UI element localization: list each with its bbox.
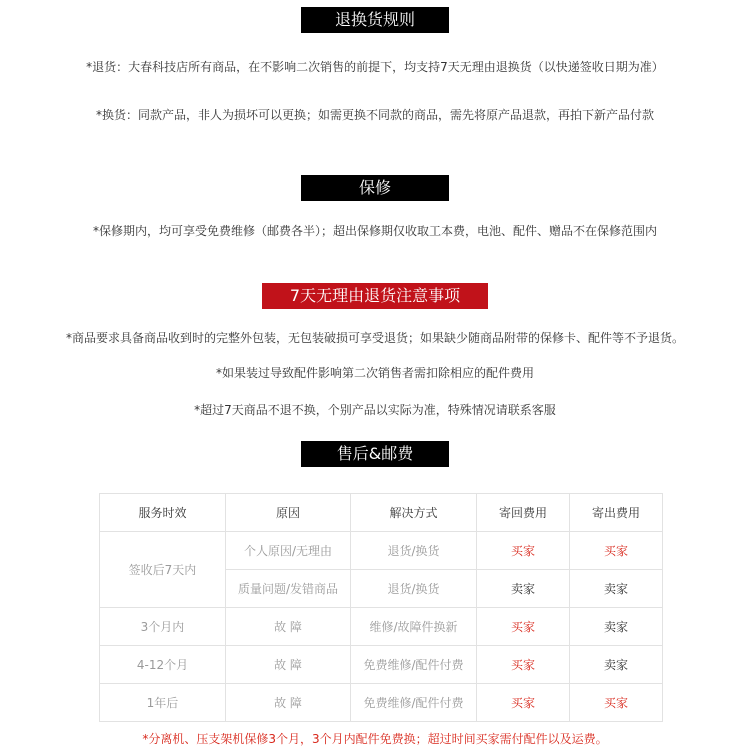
row-reason: 故 障: [226, 684, 351, 722]
row-reason: 个人原因/无理由: [226, 532, 351, 570]
row-return-fee: 卖家: [477, 570, 570, 608]
row-solution: 免费维修/配件付费: [351, 684, 477, 722]
return-policy-return-text: *退货：大春科技店所有商品，在不影响二次销售的前提下，均支持7天无理由退换货（以快递签收日期为准）: [86, 60, 664, 74]
row-send-fee: 卖家: [570, 646, 663, 684]
row-return-fee: 买家: [477, 532, 570, 570]
row-solution: 退货/换货: [351, 532, 477, 570]
notice-title: 7天无理由退货注意事项: [262, 283, 488, 309]
header-send-fee: 寄出费用: [570, 494, 663, 532]
row-reason: 质量问题/发错商品: [226, 570, 351, 608]
row-return-fee: 买家: [477, 684, 570, 722]
notice-line: *超过7天商品不退不换，个别产品以实际为准，特殊情况请联系客服: [194, 403, 556, 417]
table-row: [100, 684, 663, 722]
row-send-fee: 卖家: [570, 608, 663, 646]
row-reason: 故 障: [226, 608, 351, 646]
table-row: [100, 608, 663, 646]
table-header-row: [100, 494, 663, 532]
after-sales-table: [99, 493, 663, 722]
row-solution: 免费维修/配件付费: [351, 646, 477, 684]
header-return-fee: 寄回费用: [477, 494, 570, 532]
row-return-fee: 买家: [477, 646, 570, 684]
row-period: 签收后7天内: [100, 532, 226, 608]
notice-line: *商品要求具备商品收到时的完整外包装，无包装破损可享受退货；如果缺少随商品附带的保修卡、配件等不予退货。: [65, 331, 684, 345]
row-period: 3个月内: [100, 608, 226, 646]
row-send-fee: 买家: [570, 532, 663, 570]
table-row: [100, 532, 663, 570]
row-solution: 退货/换货: [351, 570, 477, 608]
row-solution: 维修/故障件换新: [351, 608, 477, 646]
row-period: 1年后: [100, 684, 226, 722]
after-sales-table-container: [99, 493, 662, 722]
table-row: [100, 646, 663, 684]
return-policy-exchange-text: *换货：同款产品，非人为损坏可以更换；如需更换不同款的商品，需先将原产品退款，再拍下新产品付款: [95, 108, 654, 122]
row-period: 4-12个月: [100, 646, 226, 684]
header-solution: 解决方式: [351, 494, 477, 532]
row-send-fee: 卖家: [570, 570, 663, 608]
row-return-fee: 买家: [477, 608, 570, 646]
warranty-title: 保修: [301, 175, 449, 201]
header-period: 服务时效: [100, 494, 226, 532]
notice-line: *如果装过导致配件影响第二次销售者需扣除相应的配件费用: [215, 366, 534, 380]
return-policy-title: 退换货规则: [301, 7, 449, 33]
warranty-text: *保修期内，均可享受免费维修（邮费各半）；超出保修期仅收取工本费，电池、配件、赠品不在保修范围内: [92, 224, 657, 238]
row-send-fee: 买家: [570, 684, 663, 722]
after-sales-footnote: *分离机、压支架机保修3个月，3个月内配件免费换；超过时间买家需付配件以及运费。: [142, 732, 608, 746]
row-reason: 故 障: [226, 646, 351, 684]
after-sales-title: 售后&邮费: [301, 441, 449, 467]
header-reason: 原因: [226, 494, 351, 532]
